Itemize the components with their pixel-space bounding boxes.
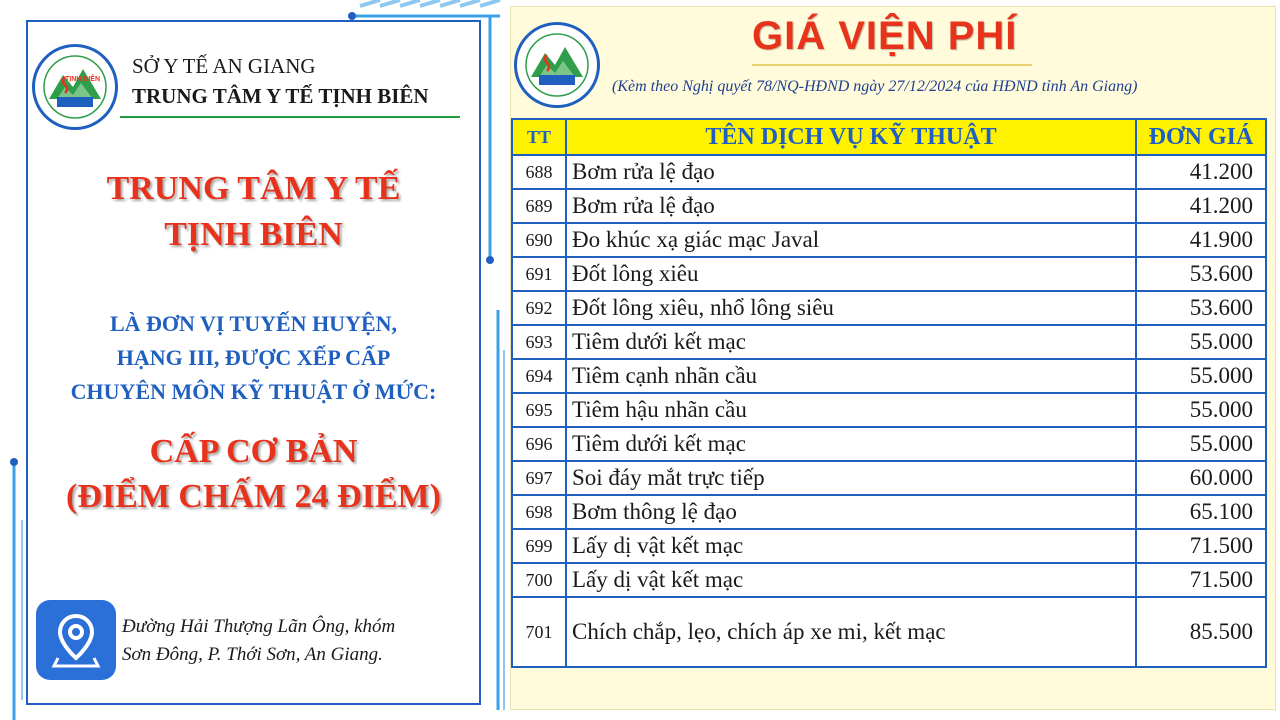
row-service-name: Tiêm hậu nhãn cầu [566, 393, 1136, 427]
row-number: 692 [512, 291, 566, 325]
org-line2: TRUNG TÂM Y TẾ TỊNH BIÊN [132, 84, 429, 108]
row-number: 701 [512, 597, 566, 667]
description-line1: LÀ ĐƠN VỊ TUYẾN HUYỆN, [109, 311, 398, 336]
location-pin-icon [36, 600, 116, 680]
row-price: 53.600 [1136, 291, 1266, 325]
table-row [512, 427, 1266, 461]
description-line3: CHUYÊN MÔN KỸ THUẬT Ở MỨC: [70, 379, 437, 404]
header-service-name: TÊN DỊCH VỤ KỸ THUẬT [566, 119, 1136, 155]
page-title: GIÁ VIỆN PHÍ [752, 14, 1018, 58]
row-price: 85.500 [1136, 597, 1266, 667]
row-service-name: Lấy dị vật kết mạc [566, 529, 1136, 563]
table-row [512, 155, 1266, 189]
logo-caption: TỊNH BIÊN [65, 76, 100, 83]
table-row [512, 291, 1266, 325]
row-price: 41.900 [1136, 223, 1266, 257]
row-number: 695 [512, 393, 566, 427]
row-number: 694 [512, 359, 566, 393]
row-price: 71.500 [1136, 563, 1266, 597]
header-tt: TT [512, 119, 566, 155]
row-price: 60.000 [1136, 461, 1266, 495]
level-line1: CẤP CƠ BẢN [149, 433, 358, 470]
table-row [512, 393, 1266, 427]
table-row [512, 597, 1266, 667]
row-price: 55.000 [1136, 325, 1266, 359]
address-line2: Sơn Đông, P. Thới Sơn, An Giang. [122, 644, 383, 665]
org-line1: SỞ Y TẾ AN GIANG [132, 54, 316, 78]
page-subtitle: (Kèm theo Nghị quyết 78/NQ-HĐND ngày 27/12/2024 của HĐND tỉnh An Giang) [612, 78, 1138, 95]
row-number: 693 [512, 325, 566, 359]
row-price: 71.500 [1136, 529, 1266, 563]
row-number: 699 [512, 529, 566, 563]
row-price: 55.000 [1136, 393, 1266, 427]
row-service-name: Lấy dị vật kết mạc [566, 563, 1136, 597]
org-underline [120, 116, 460, 118]
table-row [512, 189, 1266, 223]
row-service-name: Tiêm dưới kết mạc [566, 325, 1136, 359]
table-row [512, 461, 1266, 495]
row-service-name: Đo khúc xạ giác mạc Javal [566, 223, 1136, 257]
row-service-name: Chích chắp, lẹo, chích áp xe mi, kết mạc [566, 597, 1136, 667]
row-number: 700 [512, 563, 566, 597]
row-service-name: Bơm thông lệ đạo [566, 495, 1136, 529]
row-service-name: Đốt lông xiêu [566, 257, 1136, 291]
row-price: 53.600 [1136, 257, 1266, 291]
row-number: 688 [512, 155, 566, 189]
table-row [512, 359, 1266, 393]
row-service-name: Đốt lông xiêu, nhổ lông siêu [566, 291, 1136, 325]
table-row [512, 223, 1266, 257]
table-row [512, 529, 1266, 563]
address-line1: Đường Hải Thượng Lãn Ông, khóm [122, 616, 396, 637]
hero-title-line1: TRUNG TÂM Y TẾ [106, 170, 401, 207]
row-service-name: Tiêm dưới kết mạc [566, 427, 1136, 461]
row-number: 690 [512, 223, 566, 257]
table-row [512, 257, 1266, 291]
decorative-lines-mid [480, 10, 510, 720]
row-price: 65.100 [1136, 495, 1266, 529]
level-line2: (ĐIỂM CHẤM 24 ĐIỂM) [66, 478, 441, 515]
header-unit-price: ĐƠN GIÁ [1136, 119, 1266, 155]
row-number: 691 [512, 257, 566, 291]
row-number: 698 [512, 495, 566, 529]
row-number: 696 [512, 427, 566, 461]
title-underline [752, 64, 1032, 66]
row-service-name: Soi đáy mắt trực tiếp [566, 461, 1136, 495]
row-price: 41.200 [1136, 155, 1266, 189]
description-line2: HẠNG III, ĐƯỢC XẾP CẤP [116, 345, 391, 370]
row-service-name: Tiêm cạnh nhãn cầu [566, 359, 1136, 393]
row-service-name: Bơm rửa lệ đạo [566, 189, 1136, 223]
hospital-logo [32, 44, 118, 130]
row-price: 55.000 [1136, 359, 1266, 393]
row-price: 55.000 [1136, 427, 1266, 461]
price-table [511, 118, 1267, 668]
table-header-row [512, 119, 1266, 155]
table-row [512, 325, 1266, 359]
row-number: 689 [512, 189, 566, 223]
hero-title-line2: TỊNH BIÊN [164, 216, 343, 253]
table-row [512, 495, 1266, 529]
table-row [512, 563, 1266, 597]
hospital-logo-right [514, 22, 600, 108]
row-number: 697 [512, 461, 566, 495]
row-price: 41.200 [1136, 189, 1266, 223]
row-service-name: Bơm rửa lệ đạo [566, 155, 1136, 189]
